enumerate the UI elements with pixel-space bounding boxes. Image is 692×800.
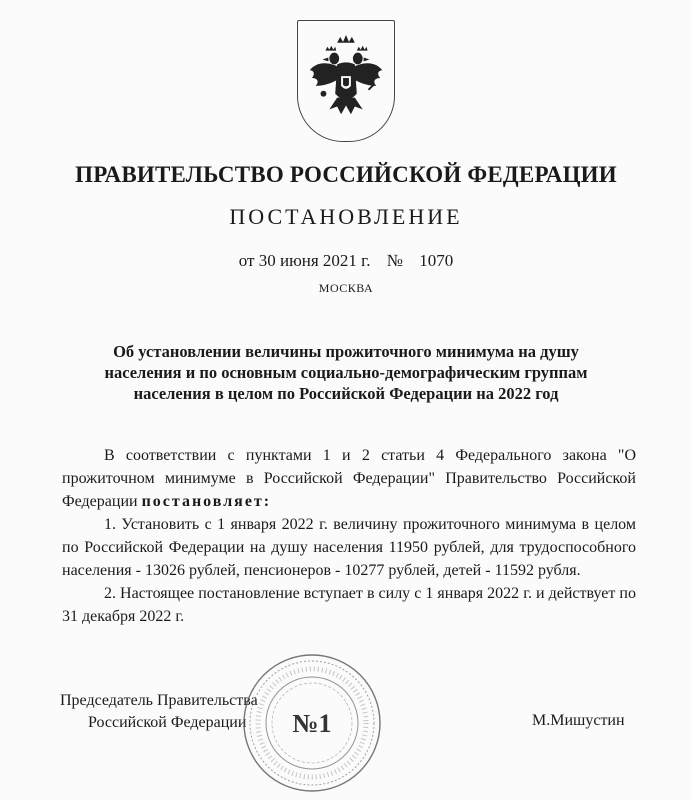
item-2-paragraph: 2. Настоящее постановление вступает в силу с 1 января 2022 г. и действует по 31 декабря 2022 г. [62, 585, 636, 625]
subject-line: населения и по основным социально-демографическим группам [104, 363, 588, 382]
double-headed-eagle-icon [298, 21, 394, 141]
document-body [62, 444, 636, 628]
item-1-paragraph: 1. Установить с 1 января 2022 г. величину прожиточного минимума в целом по Российской Федерации на душу населения 11950 рублей, для трудоспособного населения - 13026 рублей, пенсионеров - 10277 рублей, детей - 11592 рубля. [62, 516, 636, 579]
coat-of-arms-emblem [297, 20, 395, 142]
government-title: ПРАВИТЕЛЬСТВО РОССИЙСКОЙ ФЕДЕРАЦИИ [75, 162, 617, 187]
preamble-paragraph [62, 444, 636, 513]
document-subject [80, 341, 612, 404]
document-date: от 30 июня 2021 г. [238, 251, 371, 270]
resolves-word: постановляет: [141, 493, 272, 510]
document-type: ПОСТАНОВЛЕНИЕ [229, 204, 463, 229]
city: МОСКВА [318, 281, 374, 295]
signatory-title-line: Российской Федерации [88, 714, 247, 731]
seal-number: №1 [292, 709, 332, 738]
official-seal-icon [241, 652, 383, 794]
signatory-name: М.Мишустин [532, 712, 625, 729]
signatory-title [60, 690, 258, 734]
document-date-line [0, 251, 692, 271]
signatory-title-line: Председатель Правительства [60, 692, 258, 709]
preamble-text: В соответствии с пунктами 1 и 2 статьи 4 Федерального закона "О прожиточном минимуме в Российской Федерации" Правительство Российской Федерации [62, 447, 636, 510]
subject-line: Об установлении величины прожиточного минимума на душу [113, 342, 579, 361]
subject-line: населения в целом по Российской Федерации на 2022 год [133, 384, 559, 403]
number-sign: № [386, 251, 403, 270]
document-number: 1070 [419, 251, 454, 270]
